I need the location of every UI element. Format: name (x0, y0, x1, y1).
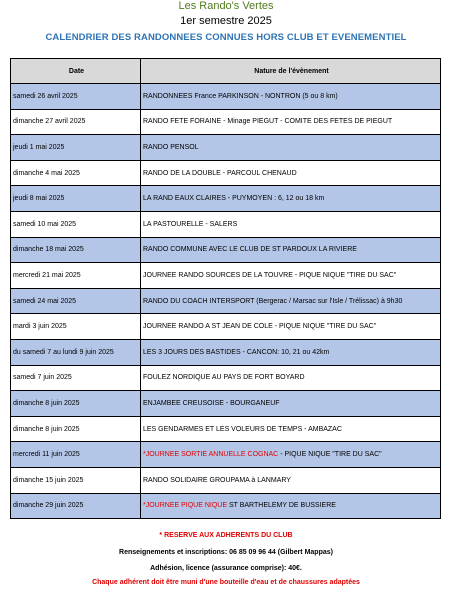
club-only-marker: *JOURNEE PIQUE NIQUE (143, 502, 228, 510)
event-detail: ST BARTHELEMY DE BUSSIERE (227, 502, 336, 510)
row-event: ENJAMBEE CREUSOISE - BOURGANEUF (141, 391, 441, 417)
table-row (11, 365, 441, 391)
table-row (11, 109, 441, 135)
row-date: du samedi 7 au lundi 9 juin 2025 (11, 339, 141, 365)
row-event: JOURNEE RANDO SOURCES DE LA TOUVRE - PIQUE NIQUE "TIRE DU SAC" (141, 263, 441, 289)
row-date: dimanche 27 avril 2025 (11, 109, 141, 135)
equipment-note: Chaque adhérent doit être muni d'une bouteille d'eau et de chaussures adaptées (92, 579, 360, 586)
row-event: RANDO COMMUNE AVEC LE CLUB DE ST PARDOUX LA RIVIERE (141, 237, 441, 263)
table-header-row (11, 59, 441, 84)
row-date: jeudi 8 mai 2025 (11, 186, 141, 212)
event-column-header: Nature de l'évènement (141, 59, 441, 84)
table-row (11, 211, 441, 237)
row-date: jeudi 1 mai 2025 (11, 135, 141, 161)
row-event: JOURNEE RANDO A ST JEAN DE COLE - PIQUE NIQUE "TIRE DU SAC" (141, 314, 441, 340)
row-event: FOULEZ NORDIQUE AU PAYS DE FORT BOYARD (141, 365, 441, 391)
row-event: LA PASTOURELLE - SALERS (141, 211, 441, 237)
table-row (11, 416, 441, 442)
table-row (11, 339, 441, 365)
row-date: samedi 7 juin 2025 (11, 365, 141, 391)
events-table (10, 58, 441, 519)
row-date: dimanche 8 juin 2025 (11, 391, 141, 417)
row-date: dimanche 15 juin 2025 (11, 467, 141, 493)
contact-info: Renseignements et inscriptions: 06 85 09 96 44 (Gilbert Mappas) (119, 549, 333, 556)
row-event: LA RAND EAUX CLAIRES - PUYMOYEN : 6, 12 ou 18 km (141, 186, 441, 212)
row-date: samedi 26 avril 2025 (11, 84, 141, 110)
membership-fee: Adhésion, licence (assurance comprise): 40€. (150, 565, 302, 572)
table-row (11, 135, 441, 161)
row-date: dimanche 8 juin 2025 (11, 416, 141, 442)
row-date: mercredi 21 mai 2025 (11, 263, 141, 289)
row-event (141, 493, 441, 519)
club-name: Les Rando's Vertes (178, 0, 274, 12)
row-event: RANDO SOLIDAIRE GROUPAMA à LANMARY (141, 467, 441, 493)
row-date: dimanche 29 juin 2025 (11, 493, 141, 519)
row-date: dimanche 4 mai 2025 (11, 160, 141, 186)
table-row (11, 467, 441, 493)
table-row (11, 493, 441, 519)
table-row (11, 84, 441, 110)
row-event: RANDO DU COACH INTERSPORT (Bergerac / Marsac sur l'Isle / Trélissac) à 9h30 (141, 288, 441, 314)
row-event: RANDO PENSOL (141, 135, 441, 161)
row-date: mardi 3 juin 2025 (11, 314, 141, 340)
table-row (11, 186, 441, 212)
row-event: RANDO DE LA DOUBLE - PARCOUL CHENAUD (141, 160, 441, 186)
club-only-marker: *JOURNEE SORTIE ANNUELLE COGNAC (143, 451, 279, 459)
row-date: samedi 10 mai 2025 (11, 211, 141, 237)
table-row (11, 160, 441, 186)
row-event: LES GENDARMES ET LES VOLEURS DE TEMPS - AMBAZAC (141, 416, 441, 442)
table-row (11, 442, 441, 468)
table-row (11, 314, 441, 340)
calendar-title: CALENDRIER DES RANDONNEES CONNUES HORS CLUB ET EVENEMENTIEL (45, 32, 407, 43)
event-detail: - PIQUE NIQUE "TIRE DU SAC" (278, 451, 382, 459)
table-row (11, 288, 441, 314)
row-event (141, 442, 441, 468)
date-column-header: Date (11, 59, 141, 84)
row-date: samedi 24 mai 2025 (11, 288, 141, 314)
table-row (11, 237, 441, 263)
row-event: RANDO FETE FORAINE - Minage PIEGUT - COMITE DES FETES DE PIEGUT (141, 109, 441, 135)
table-row (11, 263, 441, 289)
table-row (11, 391, 441, 417)
members-only-note: * RESERVE AUX ADHERENTS DU CLUB (159, 532, 293, 539)
row-event: LES 3 JOURS DES BASTIDES - CANCON: 10, 21 ou 42km (141, 339, 441, 365)
semester-label: 1er semestre 2025 (180, 15, 272, 27)
row-date: mercredi 11 juin 2025 (11, 442, 141, 468)
row-date: dimanche 18 mai 2025 (11, 237, 141, 263)
row-event: RANDONNEES France PARKINSON - NONTRON (5 ou 8 km) (141, 84, 441, 110)
